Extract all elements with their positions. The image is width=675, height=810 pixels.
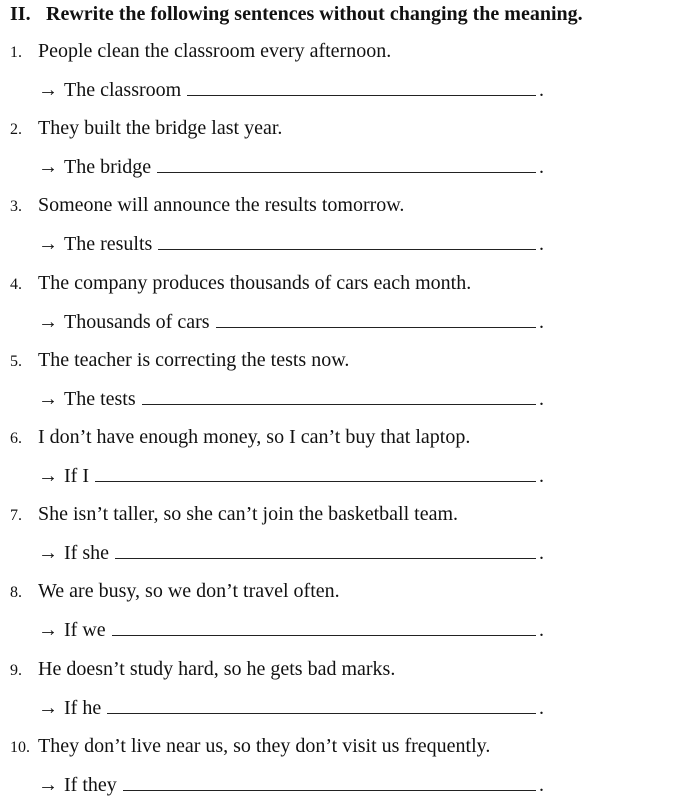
answer-line: [38, 386, 544, 412]
exercise-item: [0, 501, 675, 578]
answer-starter: If she: [64, 542, 109, 565]
exercise-number: 7.: [10, 507, 22, 525]
exercise-number: 2.: [10, 121, 22, 139]
exercise-question: [10, 347, 349, 375]
answer-line: [38, 772, 544, 798]
arrow-icon: →: [38, 465, 58, 487]
original-sentence: Someone will announce the results tomorrow.: [38, 194, 405, 217]
arrow-icon: →: [38, 542, 58, 565]
exercise-number: 3.: [10, 198, 22, 216]
exercise-item: [0, 115, 675, 192]
exercise-item: [0, 424, 675, 501]
exercise-number: 4.: [10, 275, 22, 293]
answer-line: [38, 77, 544, 103]
exercise-number: 8.: [10, 584, 22, 602]
exercise-number: 10.: [10, 738, 30, 756]
answer-line: [38, 617, 544, 643]
exercise-question: [10, 115, 282, 143]
end-period: .: [539, 773, 544, 796]
end-period: .: [539, 79, 544, 101]
arrow-icon: →: [38, 696, 58, 719]
answer-line: [38, 309, 544, 335]
answer-starter: Thousands of cars: [64, 310, 210, 333]
exercise-item: [0, 578, 675, 655]
exercise-item: [0, 733, 675, 810]
end-period: .: [539, 156, 544, 179]
arrow-icon: →: [38, 310, 58, 333]
answer-blank[interactable]: [142, 386, 536, 405]
answer-starter: If I: [64, 465, 89, 487]
exercise-question: [10, 270, 471, 298]
exercise-question: [10, 656, 395, 684]
answer-blank[interactable]: [123, 772, 536, 791]
answer-line: [38, 463, 544, 489]
answer-starter: If we: [64, 619, 106, 642]
answer-blank[interactable]: [107, 695, 536, 714]
answer-line: [38, 154, 544, 180]
original-sentence: The company produces thousands of cars each month.: [38, 271, 472, 294]
answer-blank[interactable]: [158, 231, 536, 250]
answer-blank[interactable]: [112, 617, 536, 636]
answer-starter: If he: [64, 696, 102, 719]
original-sentence: They don’t live near us, so they don’t visit us frequently.: [38, 734, 491, 757]
exercise-item: [0, 347, 675, 424]
exercise-question: [10, 733, 490, 761]
section-number: II.: [10, 3, 31, 25]
exercise-item: [0, 38, 675, 115]
answer-blank[interactable]: [115, 540, 536, 559]
section-title: Rewrite the following sentences without changing the meaning.: [46, 3, 583, 25]
original-sentence: They built the bridge last year.: [38, 117, 283, 140]
end-period: .: [539, 233, 544, 256]
answer-starter: The results: [64, 233, 153, 256]
end-period: .: [539, 387, 544, 410]
answer-blank[interactable]: [187, 77, 536, 96]
end-period: .: [539, 465, 544, 487]
answer-starter: The tests: [64, 387, 136, 410]
exercise-number: 6.: [10, 430, 22, 447]
answer-starter: The bridge: [64, 156, 152, 179]
original-sentence: The teacher is correcting the tests now.: [38, 348, 350, 371]
exercise-item: [0, 192, 675, 269]
arrow-icon: →: [38, 79, 58, 101]
arrow-icon: →: [38, 619, 58, 642]
original-sentence: She isn’t taller, so she can’t join the basketball team.: [38, 503, 459, 526]
exercise-number: 1.: [10, 44, 22, 61]
exercise-item: [0, 270, 675, 347]
exercise-question: [10, 424, 470, 452]
arrow-icon: →: [38, 233, 58, 256]
arrow-icon: →: [38, 387, 58, 410]
answer-starter: If they: [64, 773, 117, 796]
answer-line: [38, 540, 544, 566]
exercise-number: 9.: [10, 661, 22, 679]
exercise-question: [10, 578, 340, 606]
arrow-icon: →: [38, 773, 58, 796]
original-sentence: People clean the classroom every afternoon.: [38, 40, 392, 62]
answer-blank[interactable]: [216, 309, 536, 328]
end-period: .: [539, 696, 544, 719]
answer-blank[interactable]: [95, 463, 536, 482]
exercise-question: [10, 38, 391, 66]
answer-line: [38, 695, 544, 721]
end-period: .: [539, 619, 544, 642]
exercise-question: [10, 192, 404, 220]
end-period: .: [539, 542, 544, 565]
exercise-number: 5.: [10, 352, 22, 370]
arrow-icon: →: [38, 156, 58, 179]
answer-blank[interactable]: [157, 154, 536, 173]
exercise-question: [10, 501, 458, 529]
original-sentence: I don’t have enough money, so I can’t buy that laptop.: [38, 426, 471, 448]
original-sentence: We are busy, so we don’t travel often.: [38, 580, 340, 603]
original-sentence: He doesn’t study hard, so he gets bad marks.: [38, 657, 396, 680]
section-heading: [10, 3, 583, 26]
answer-starter: The classroom: [64, 79, 182, 101]
end-period: .: [539, 310, 544, 333]
answer-line: [38, 231, 544, 257]
exercise-item: [0, 656, 675, 733]
